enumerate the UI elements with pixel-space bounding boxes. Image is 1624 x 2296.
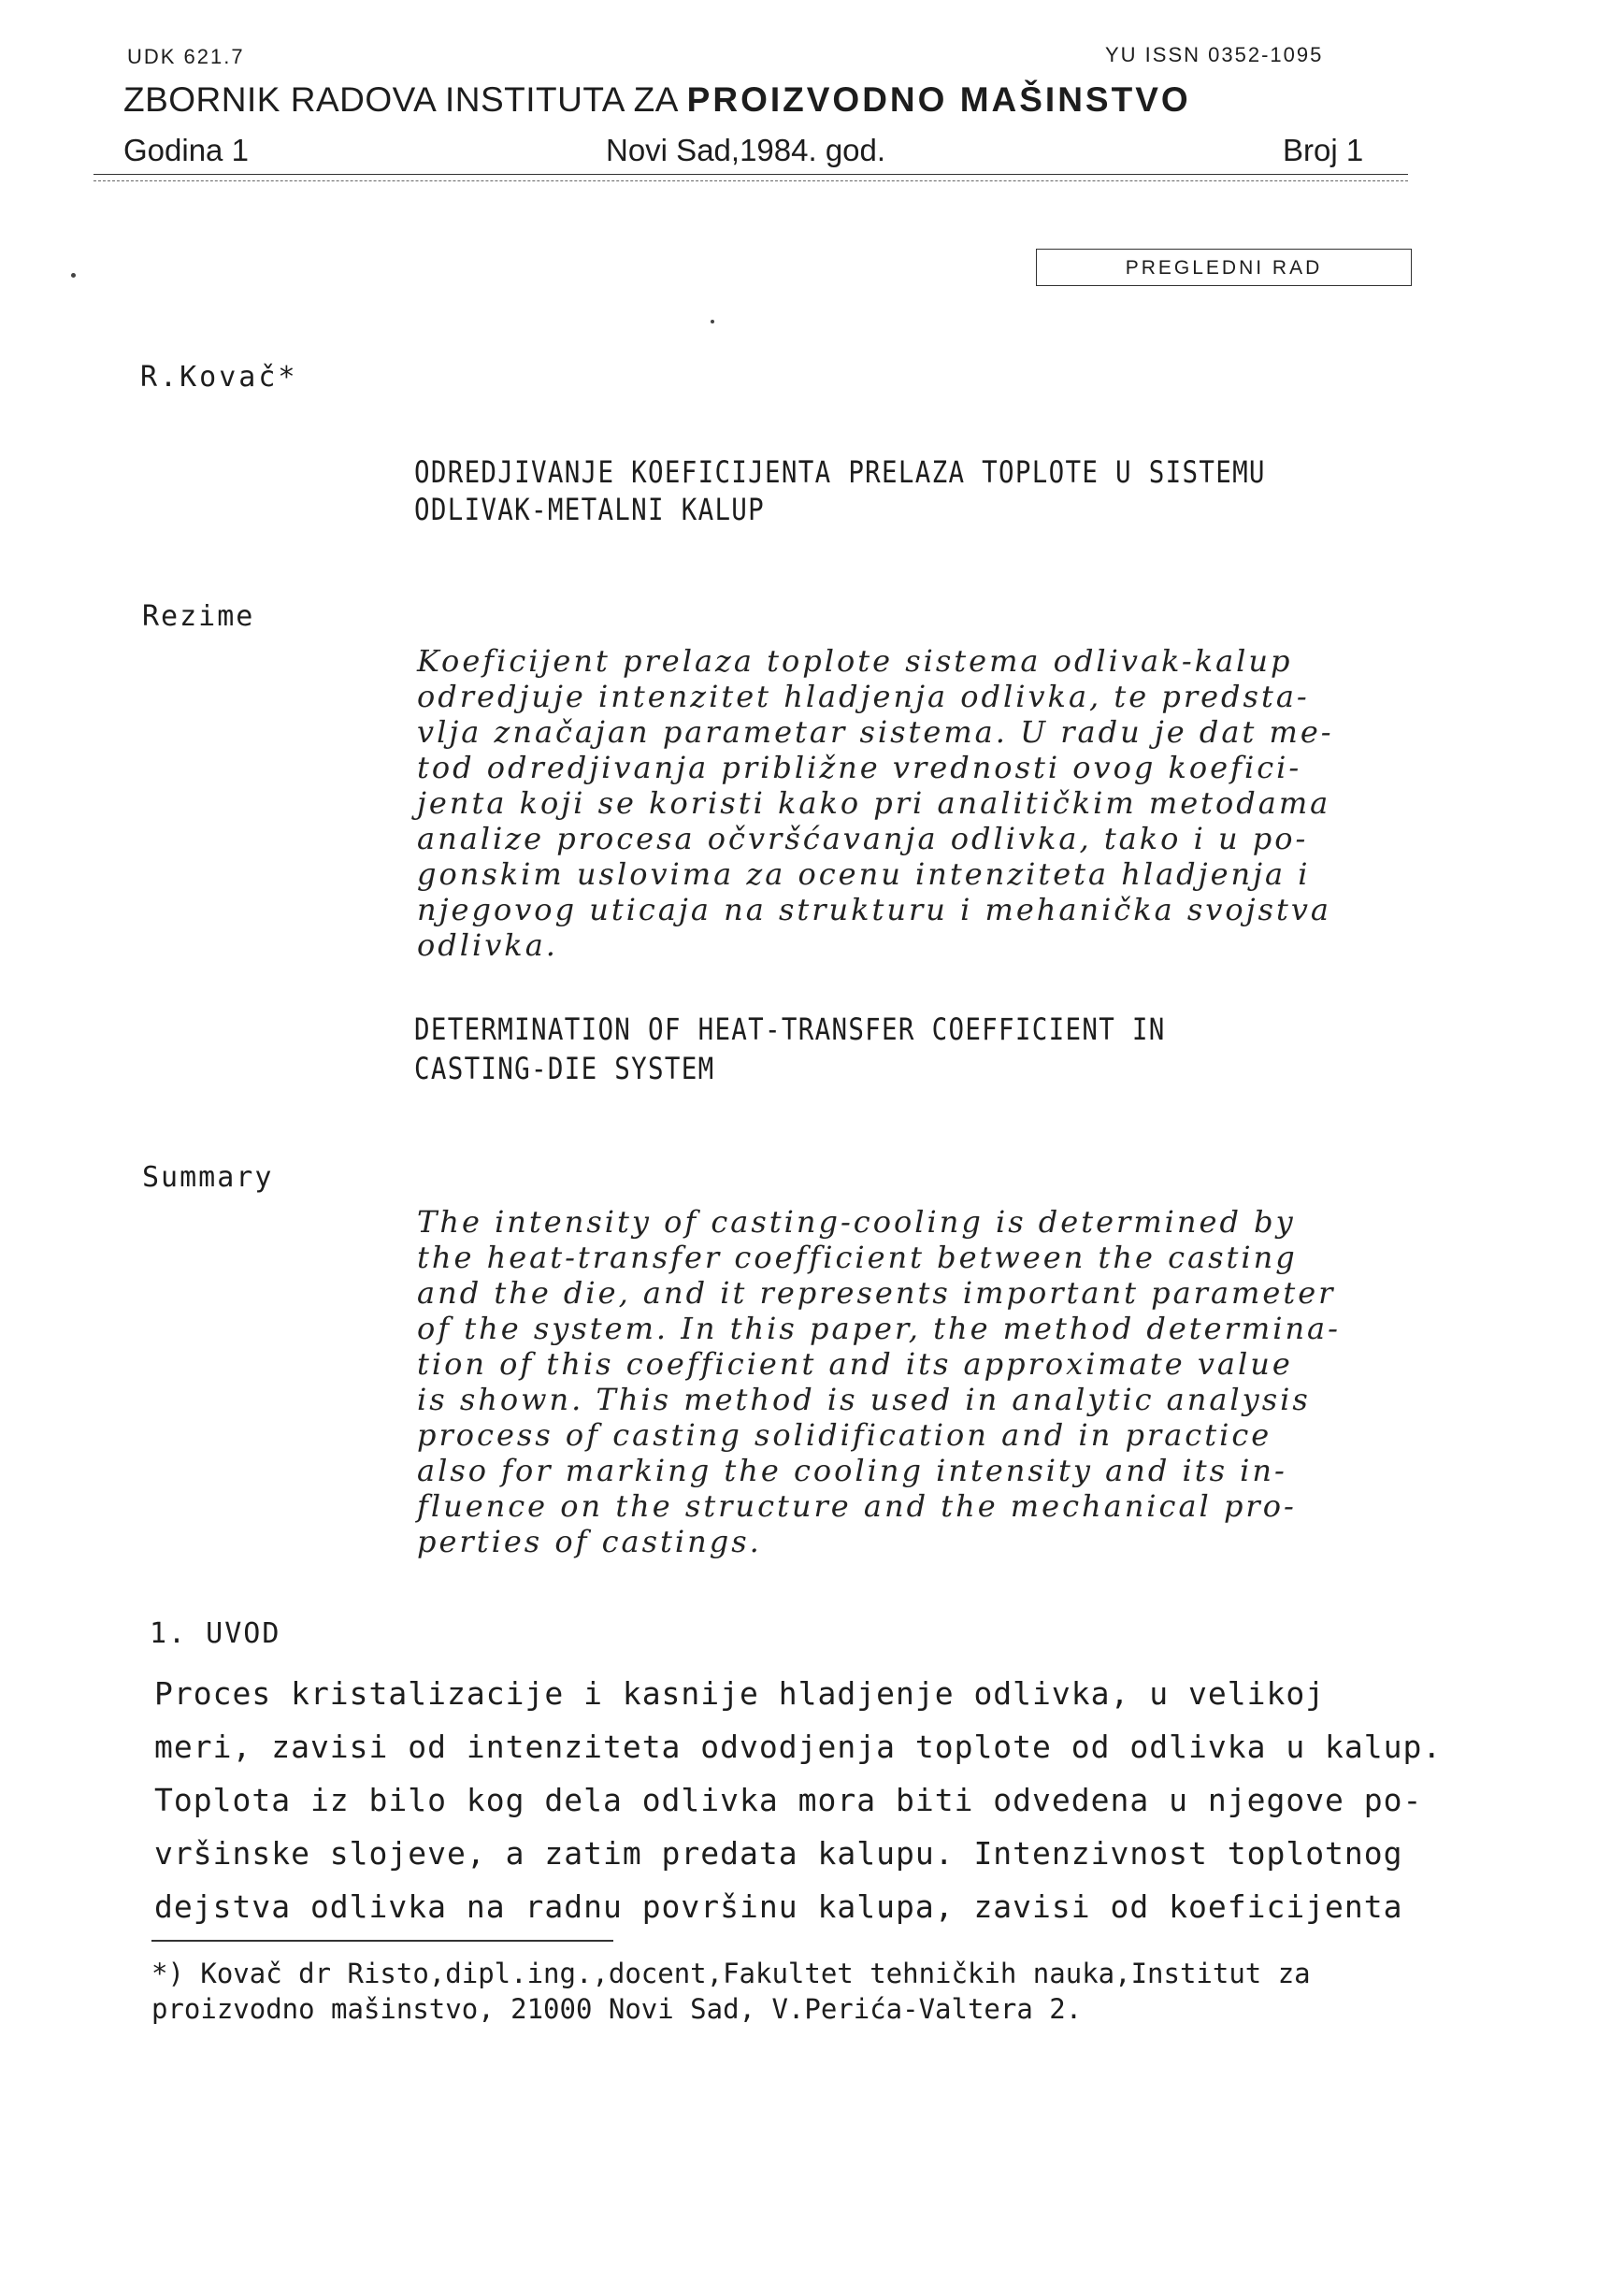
article-type-label: PREGLEDNI RAD bbox=[1125, 257, 1323, 279]
article-type-box bbox=[1036, 249, 1412, 286]
journal-title-bold: PROIZVODNO MAŠINSTVO bbox=[686, 80, 1191, 119]
body-paragraph-line: meri, zavisi od intenziteta odvodjenja toplote od odlivka u kalup. bbox=[154, 1729, 1443, 1765]
rezime-line: vlja značajan parametar sistema. U radu je dat me- bbox=[417, 714, 1334, 750]
summary-line: process of casting solidification and in practice bbox=[417, 1417, 1272, 1453]
footnote-rule bbox=[151, 1940, 613, 1942]
footnote-line: *) Kovač dr Risto,dipl.ing.,docent,Fakultet tehničkih nauka,Institut za bbox=[151, 1958, 1311, 1989]
rezime-line: Koeficijent prelaza toplote sistema odlivak-kalup bbox=[417, 643, 1293, 679]
rezime-label: Rezime bbox=[142, 600, 255, 633]
udk-code: UDK 621.7 bbox=[127, 45, 245, 68]
rezime-line: gonskim uslovima za ocenu intenziteta hladjenja i bbox=[417, 856, 1311, 892]
body-paragraph-line: Proces kristalizacije i kasnije hladjenje odlivka, u velikoj bbox=[154, 1675, 1326, 1712]
body-paragraph-line: Toplota iz bilo kog dela odlivka mora biti odvedena u njegove po- bbox=[154, 1782, 1423, 1818]
summary-line: fluence on the structure and the mechanical pro- bbox=[417, 1488, 1297, 1524]
journal-title-plain: ZBORNIK RADOVA INSTITUTA ZA bbox=[123, 80, 687, 119]
summary-line: and the die, and it represents important parameter bbox=[417, 1275, 1336, 1311]
place-date: Novi Sad,1984. god. bbox=[606, 133, 886, 167]
title-en-line: DETERMINATION OF HEAT-TRANSFER COEFFICIENT IN bbox=[414, 1012, 1166, 1047]
scan-speck bbox=[71, 273, 76, 278]
issn-code: YU ISSN 0352-1095 bbox=[1105, 43, 1324, 66]
rezime-line: odlivka. bbox=[417, 927, 558, 963]
summary-line: also for marking the cooling intensity and its in- bbox=[417, 1453, 1287, 1488]
section-heading: 1. UVOD bbox=[150, 1617, 281, 1650]
title-en-line: CASTING-DIE SYSTEM bbox=[414, 1051, 715, 1086]
author: R.Kovač* bbox=[140, 361, 298, 394]
rezime-line: tod odredjivanja približne vrednosti ovog koefici- bbox=[417, 750, 1302, 785]
journal-title bbox=[123, 80, 1191, 120]
summary-line: is shown. This method is used in analytic analysis bbox=[417, 1382, 1311, 1417]
rezime-line: jenta koji se koristi kako pri analitičkim metodama bbox=[417, 785, 1331, 821]
title-sr-line: ODLIVAK-METALNI KALUP bbox=[414, 492, 766, 527]
body-paragraph-line: dejstva odlivka na radnu površinu kalupa, zavisi od koeficijenta bbox=[154, 1888, 1403, 1925]
rezime-line: odredjuje intenzitet hladjenja odlivka, te predsta- bbox=[417, 679, 1310, 714]
summary-line: of the system. In this paper, the method determina- bbox=[417, 1311, 1341, 1346]
title-sr-line: ODREDJIVANJE KOEFICIJENTA PRELAZA TOPLOTE U SISTEMU bbox=[414, 454, 1266, 490]
volume-year: Godina 1 bbox=[123, 133, 249, 167]
rezime-line: njegovog uticaja na strukturu i mehanička svojstva bbox=[417, 892, 1331, 927]
summary-label: Summary bbox=[142, 1161, 274, 1194]
scan-speck bbox=[711, 320, 714, 323]
rezime-line: analize procesa očvršćavanja odlivka, tako i u po- bbox=[417, 821, 1309, 856]
body-paragraph-line: vršinske slojeve, a zatim predata kalupu. Intenzivnost toplotnog bbox=[154, 1835, 1403, 1872]
issue-number: Broj 1 bbox=[1283, 133, 1364, 167]
summary-line: perties of castings. bbox=[417, 1524, 762, 1559]
summary-line: The intensity of casting-cooling is determined by bbox=[417, 1204, 1296, 1240]
footnote-line: proizvodno mašinstvo, 21000 Novi Sad, V.Perića-Valtera 2. bbox=[151, 1993, 1083, 2025]
header-rule-dashed bbox=[93, 180, 1408, 181]
summary-line: the heat-transfer coefficient between the casting bbox=[417, 1240, 1298, 1275]
header-rule bbox=[93, 174, 1408, 175]
summary-line: tion of this coefficient and its approximate value bbox=[417, 1346, 1293, 1382]
